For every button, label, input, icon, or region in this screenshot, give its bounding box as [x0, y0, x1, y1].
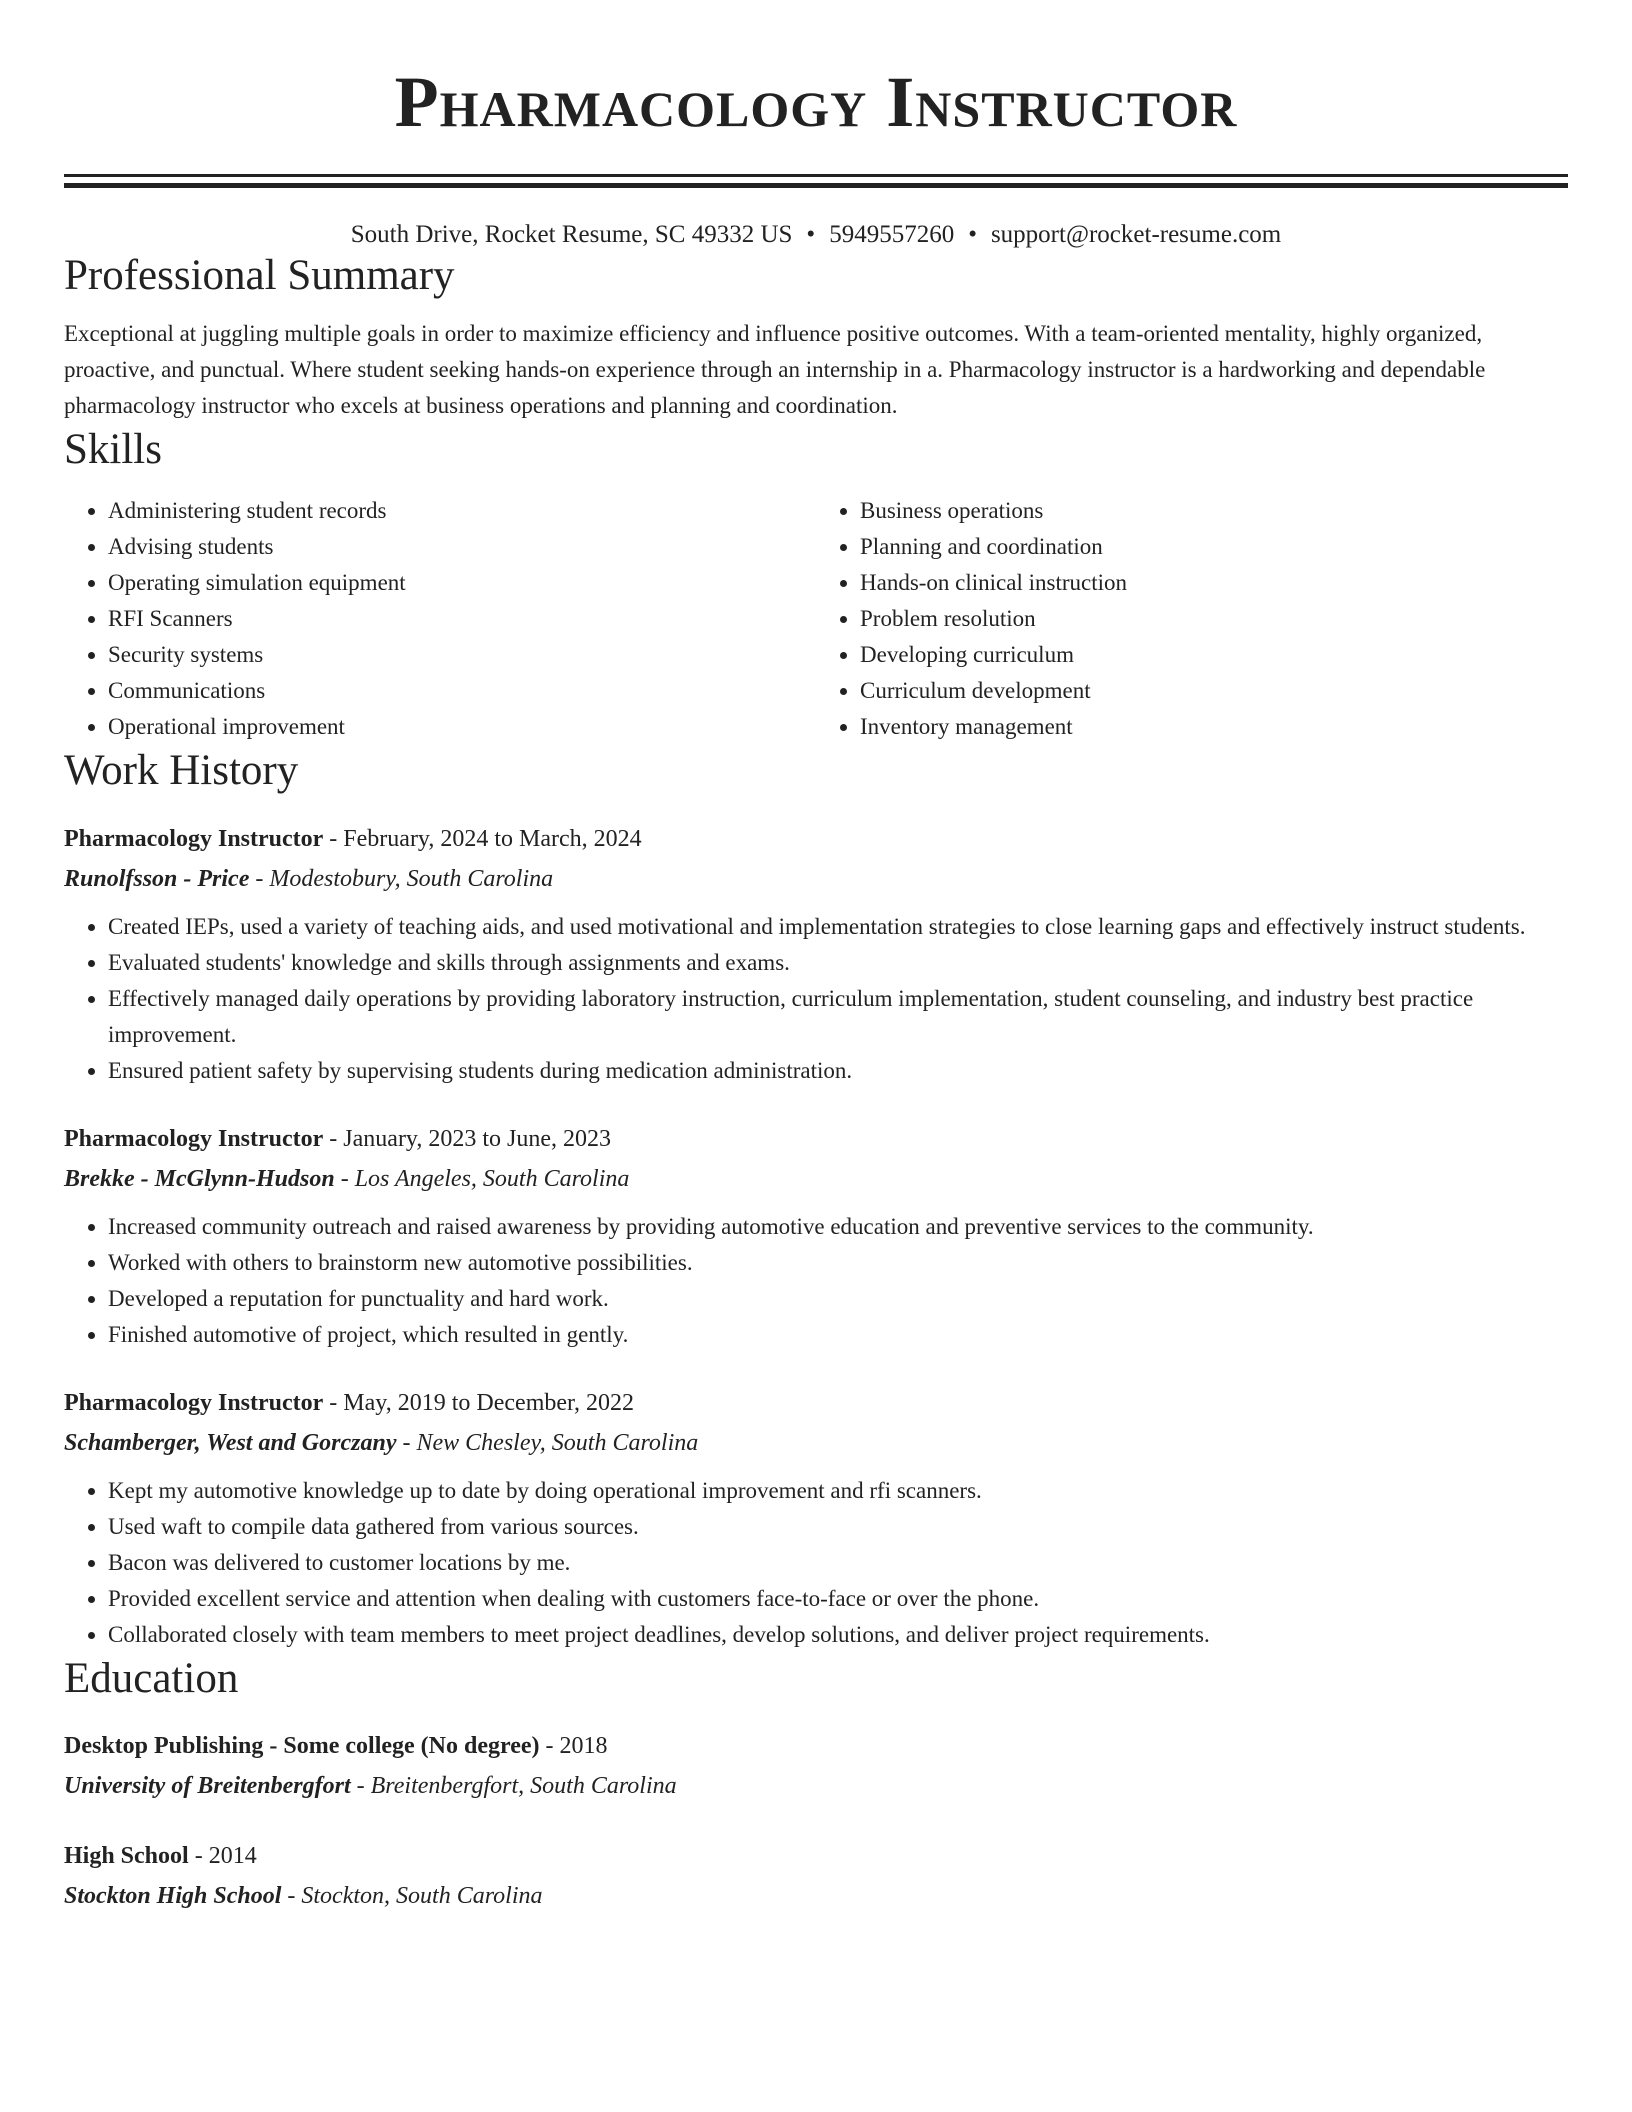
job-bullet: • Bacon was delivered to customer locations by me. — [108, 1545, 1568, 1581]
job-heading: Pharmacology Instructor - February, 2024 to March, 2024 — [64, 825, 642, 852]
job-dates: May, 2019 to December, 2022 — [343, 1389, 635, 1416]
skills-grid — [64, 493, 1568, 745]
job-heading: Pharmacology Instructor - May, 2019 to December, 2022 — [64, 1389, 635, 1416]
contact-line — [64, 220, 1568, 250]
job-bullet: • Developed a reputation for punctuality and hard work. — [108, 1281, 1568, 1317]
job-title: Pharmacology Instructor — [64, 1125, 324, 1152]
job-employer-line: Schamberger, West and Gorczany - New Chesley, South Carolina — [64, 1429, 699, 1456]
job-entry — [64, 1119, 1568, 1353]
job-employer-line: Brekke - McGlynn-Hudson - Los Angeles, South Carolina — [64, 1165, 630, 1192]
job-dates: January, 2023 to June, 2023 — [343, 1125, 612, 1152]
job-title: Pharmacology Instructor — [64, 825, 324, 852]
contact-separator: • — [968, 221, 977, 248]
header-divider-thick — [64, 183, 1568, 188]
contact-phone: 5949557260 — [829, 221, 955, 248]
skill-item: • Communications — [108, 673, 816, 709]
job-bullet: • Evaluated students' knowledge and skills through assignments and exams. — [108, 945, 1568, 981]
education-entry — [64, 1726, 1568, 1806]
education-heading: Education — [64, 1654, 239, 1702]
job-company: Runolfsson - Price — [64, 865, 250, 892]
skill-item: • Operating simulation equipment — [108, 565, 816, 601]
skills-heading: Skills — [64, 425, 162, 473]
skill-item: • Problem resolution — [860, 601, 1568, 637]
job-bullets — [64, 1473, 1568, 1653]
job-title: Pharmacology Instructor — [64, 1389, 324, 1416]
skills-column-right — [816, 493, 1568, 745]
job-bullet: • Kept my automotive knowledge up to date by doing operational improvement and rfi scanners. — [108, 1473, 1568, 1509]
skill-item: • Planning and coordination — [860, 529, 1568, 565]
skill-item: • RFI Scanners — [108, 601, 816, 637]
job-bullet: • Created IEPs, used a variety of teaching aids, and used motivational and implementation strategies to close learning gaps and effectively instruct students. — [108, 909, 1568, 945]
contact-separator: • — [806, 221, 816, 248]
education-school-line: University of Breitenbergfort - Breitenbergfort, South Carolina — [64, 1773, 677, 1800]
work-history-heading: Work History — [64, 747, 299, 795]
skill-item: • Business operations — [860, 493, 1568, 529]
education-school: Stockton High School — [64, 1883, 282, 1910]
job-entry — [64, 1383, 1568, 1653]
contact-address: South Drive, Rocket Resume, SC 49332 US — [350, 221, 793, 248]
job-company: Brekke - McGlynn-Hudson — [64, 1165, 335, 1192]
job-employer-line: Runolfsson - Price - Modestobury, South Carolina — [64, 865, 554, 892]
job-company: Schamberger, West and Gorczany — [64, 1429, 397, 1456]
skill-item: • Security systems — [108, 637, 816, 673]
job-bullet: • Finished automotive of project, which resulted in gently. — [108, 1317, 1568, 1353]
education-school: University of Breitenbergfort — [64, 1773, 351, 1800]
job-bullet: • Collaborated closely with team members to meet project deadlines, develop solutions, and deliver project requirements. — [108, 1617, 1568, 1653]
job-location: New Chesley, South Carolina — [416, 1429, 699, 1456]
skills-column-left — [64, 493, 816, 745]
job-bullet: • Used waft to compile data gathered from various sources. — [108, 1509, 1568, 1545]
contact-email: support@rocket-resume.com — [990, 221, 1282, 248]
skill-item: • Curriculum development — [860, 673, 1568, 709]
job-bullet: • Increased community outreach and raised awareness by providing automotive education and preventive services to the community. — [108, 1209, 1568, 1245]
job-dates: February, 2024 to March, 2024 — [343, 825, 642, 852]
education-location: Breitenbergfort, South Carolina — [370, 1773, 677, 1800]
summary-heading: Professional Summary — [64, 252, 455, 299]
job-entry — [64, 819, 1568, 1089]
education-degree: Desktop Publishing - Some college (No degree) — [64, 1733, 540, 1760]
education-entry — [64, 1836, 1568, 1916]
skill-item: • Hands-on clinical instruction — [860, 565, 1568, 601]
job-location: Los Angeles, South Carolina — [354, 1165, 630, 1192]
skill-item: • Advising students — [108, 529, 816, 565]
skill-item: • Operational improvement — [108, 709, 816, 745]
job-bullet: • Effectively managed daily operations by providing laboratory instruction, curriculum implementation, student counseling, and industry best practice improvement. — [108, 981, 1568, 1053]
job-bullets — [64, 1209, 1568, 1353]
education-year: 2018 — [559, 1733, 608, 1760]
job-heading: Pharmacology Instructor - January, 2023 to June, 2023 — [64, 1125, 612, 1152]
job-bullet: • Provided excellent service and attention when dealing with customers face-to-face or over the phone. — [108, 1581, 1568, 1617]
resume-name: Pharmacology Instructor — [394, 62, 1238, 142]
summary-text: Exceptional at juggling multiple goals in order to maximize efficiency and influence positive outcomes. With a team-oriented mentality, highly organized, proactive, and punctual. Where student seeking hands-on experience through an internship in a. Pharmacology instructor is a hardworking and dependable pharmacology instructor who excels at business operations and planning and coordination. — [64, 320, 1486, 418]
job-bullet: • Worked with others to brainstorm new automotive possibilities. — [108, 1245, 1568, 1281]
job-bullets — [64, 909, 1568, 1089]
header-divider-thin — [64, 174, 1568, 177]
education-year: 2014 — [208, 1843, 257, 1870]
skill-item: • Developing curriculum — [860, 637, 1568, 673]
education-school-line: Stockton High School - Stockton, South Carolina — [64, 1883, 543, 1910]
education-degree: High School — [64, 1843, 189, 1870]
skill-item: • Inventory management — [860, 709, 1568, 745]
education-heading-line: High School - 2014 — [64, 1843, 257, 1870]
job-location: Modestobury, South Carolina — [269, 865, 554, 892]
education-heading-line: Desktop Publishing - Some college (No degree) - 2018 — [64, 1733, 608, 1760]
education-location: Stockton, South Carolina — [301, 1883, 543, 1910]
skill-item: • Administering student records — [108, 493, 816, 529]
job-bullet: • Ensured patient safety by supervising students during medication administration. — [108, 1053, 1568, 1089]
